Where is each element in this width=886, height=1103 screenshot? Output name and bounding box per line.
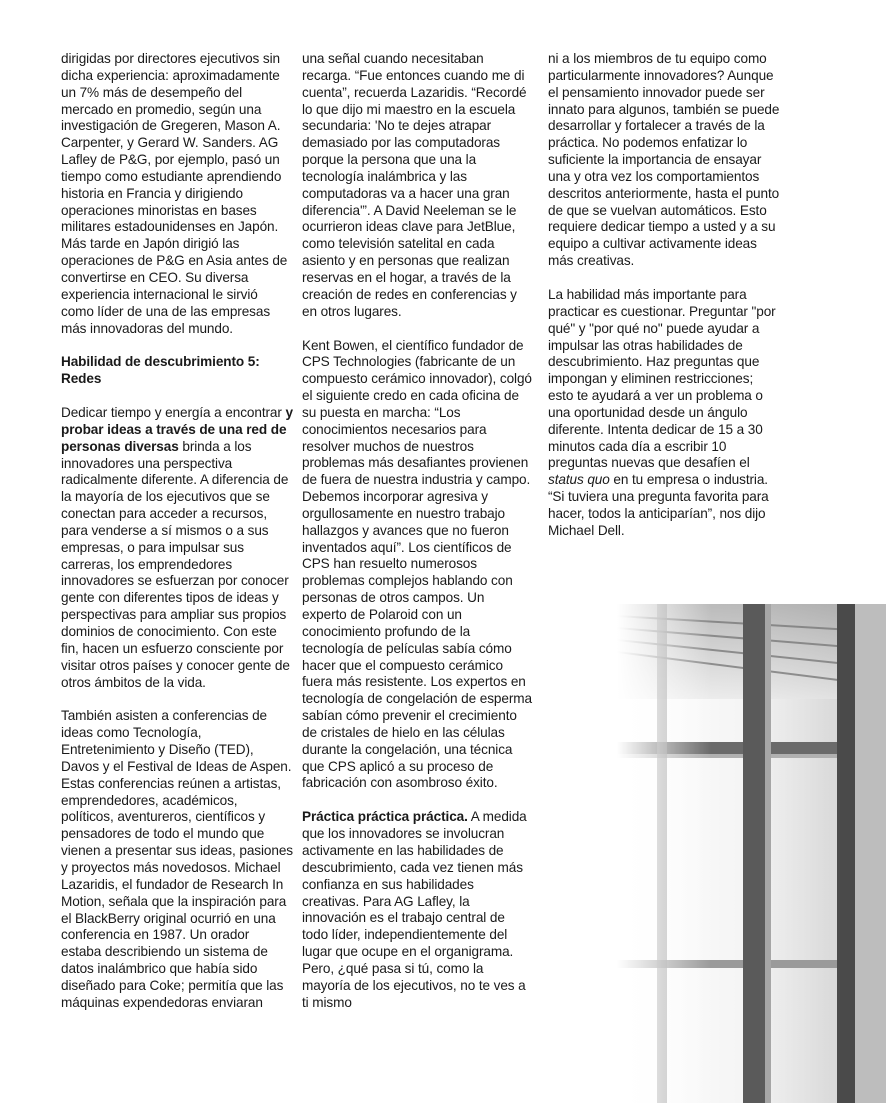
paragraph: dirigidas por directores ejecutivos sin dicha experiencia: aproximadamente un 7% más de desempeño del mercado en promedio, según una investigación de Gregeren, Mason A. Carpenter, y Gerard W. Sanders. AG Lafley de P&G, por ejemplo, pasó un tiempo como estudiante aprendiendo historia en Francia y dirigiendo operaciones minoristas en bases militares estadounidenses en Japón. Más tarde en Japón dirigió las operaciones de P&G en Asia antes de convertirse en CEO. Su diversa experiencia internacional le sirvió como líder de una de las empresas más innovadoras del mundo. (61, 51, 288, 336)
bold-text-run: Práctica práctica práctica. (302, 809, 468, 825)
window-frame-photo (617, 604, 886, 1103)
italic-text-run: status quo (548, 472, 610, 488)
paragraph: una señal cuando necesitaban recarga. “Fue entonces cuando me di cuenta”, recuerda Lazaridis. “Recordé lo que dijo mi maestro en la escuela secundaria: 'No te dejes atrapar demasiado por las computadoras porque la persona que una la tecnología inalámbrica y las computadoras va a hacer una gran diferencia'”. A David Neeleman se le ocurrieron ideas clave para JetBlue, como televisión satelital en cada asiento y en personas que realizan reservas en el hogar, a través de la creación de redes en conferencias y en otros lugares. (302, 51, 527, 319)
paragraph: También asisten a conferencias de ideas como Tecnología, Entretenimiento y Diseño (TED), Davos y el Festival de Ideas de Aspen. Estas conferencias reúnen a artistas, emprendedores, académicos, políticos, aventureros, científicos y pensadores de todo el mundo que vienen a presentar sus ideas, pasiones y proyectos más novedosos. Michael Lazaridis, el fundador de Research In Motion, señala que la inspiración para el BlackBerry original ocurrió en una conferencia en 1987. Un orador estaba describiendo un sistema de datos inalámbrico que había sido diseñado para Coke; permitía que las máquinas expendedoras enviaran (61, 708, 293, 1010)
paragraph (548, 287, 780, 540)
section-heading-text: Habilidad de descubrimiento 5: Redes (61, 354, 260, 387)
window-frame-image (617, 604, 886, 1103)
text-column-2 (302, 51, 532, 1028)
text-column-3 (548, 51, 780, 557)
text-run: Dedicar tiempo y energía a encontrar (61, 405, 286, 421)
text-column-1 (61, 51, 293, 1029)
text-run: brinda a los innovadores una perspectiva radicalmente diferente. A diferencia de la mayoría de los ejecutivos que se conectan para acceder a recursos, para venderse a sí mismos o a sus empresas, o para impulsar sus carreras, los emprendedores innovadores se esfuerzan por conocer gente con diferentes tipos de ideas y perspectivas para ampliar sus propios dominios de conocimiento. Con este fin, hacen un esfuerzo consciente por visitar otros países y conocer gente de otros ámbitos de la vida. (61, 438, 290, 690)
text-run: La habilidad más importante para practicar es cuestionar. Preguntar "por qué" y "por qué no" puede ayudar a impulsar las otras habilidades de descubrimiento. Haz preguntas que impongan y eliminen restricciones; esto te ayudará a ver un problema o una oportunidad desde un ángulo diferente. Intenta dedicar de 15 a 30 minutos cada día a escribir 10 preguntas nuevas que desafíen el (548, 286, 776, 471)
paragraph (302, 809, 532, 1011)
text-run: A medida que los innovadores se involucran activamente en las habilidades de descubrimiento, cada vez tienen más confianza en sus habilidades creativas. Para AG Lafley, la innovación es el trabajo central de todo líder, independientemente del lugar que ocupe en el organigrama. Pero, ¿qué pasa si tú, como la mayoría de los ejecutivos, no te ves a ti mismo (302, 809, 527, 1010)
paragraph (61, 405, 293, 691)
paragraph: ni a los miembros de tu equipo como particularmente innovadores? Aunque el pensamiento innovador puede ser innato para algunos, también se puede desarrollar y fortalecer a través de la práctica. No podemos enfatizar lo suficiente la importancia de ensayar una y otra vez los comportamientos descritos anteriormente, hasta el punto de que se vuelvan automáticos. Esto requiere dedicar tiempo a usted y a su equipo a cultivar activamente ideas más creativas. (548, 51, 780, 269)
section-heading (61, 354, 293, 388)
bold-text-run: y probar ideas a través de una red de personas diversas (61, 405, 293, 454)
paragraph: Kent Bowen, el científico fundador de CPS Technologies (fabricante de un compuesto cerámico innovador), colgó el siguiente credo en cada oficina de su puesta en marcha: “Los conocimientos necesarios para resolver muchos de nuestros problemas más desafiantes provienen de fuera de nuestra industria y campo. Debemos incorporar agresiva y orgullosamente en nuestro trabajo hallazgos y avances que no fueron inventados aquí”. Los científicos de CPS han resuelto numerosos problemas complejos hablando con personas de otros campos. Un experto de Polaroid con un conocimiento profundo de la tecnología de películas sabía cómo hacer que el compuesto cerámico fuera más resistente. Los expertos en tecnología de congelación de esperma sabían cómo prevenir el crecimiento de cristales de hielo en las células durante la congelación, una técnica que CPS aplicó a su proceso de fabricación con asombroso éxito. (302, 337, 532, 791)
text-run: en tu empresa o industria. “Si tuviera una pregunta favorita para hacer, todos la anticiparían”, nos dijo Michael Dell. (548, 472, 769, 538)
